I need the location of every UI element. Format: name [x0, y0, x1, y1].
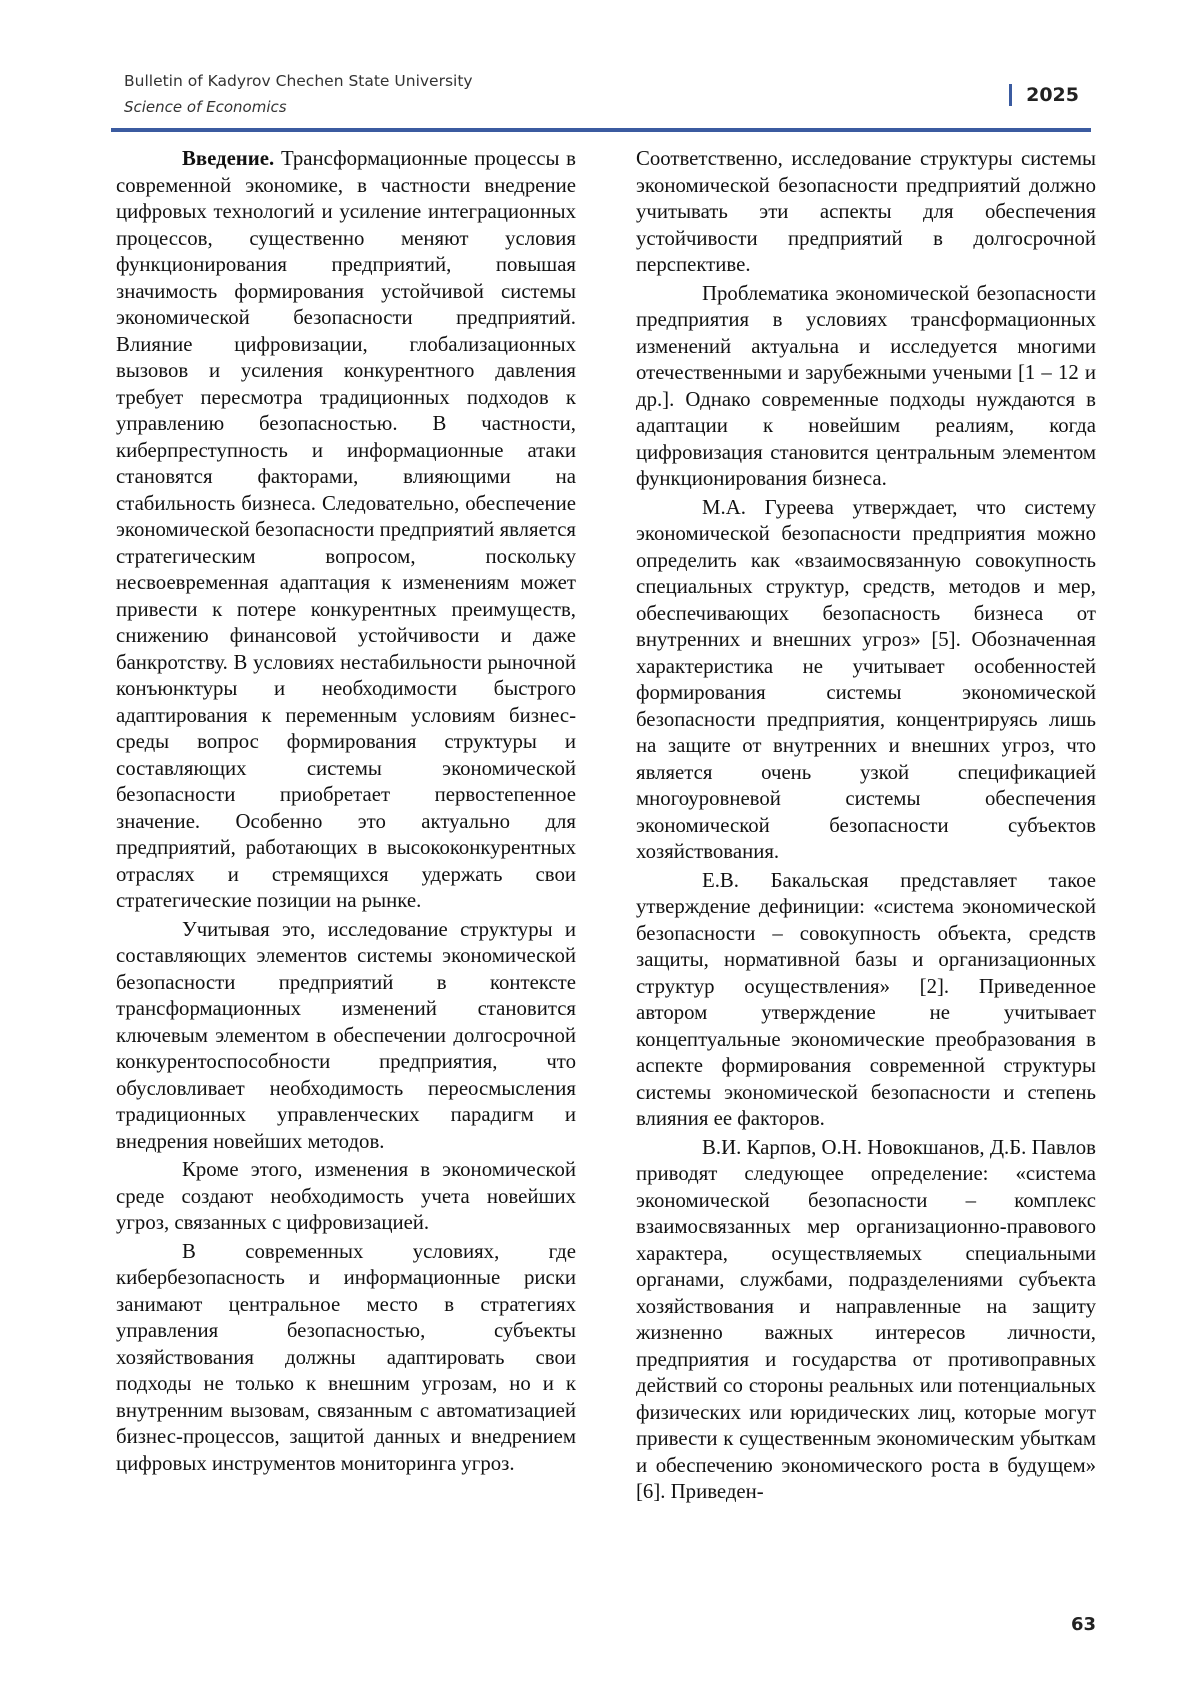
- left-paragraph-3: Кроме этого, изменения в экономической среде создают необходимость учета новейших угроз, связанных с цифровизацией.: [116, 1158, 576, 1234]
- publication-year: 2025: [1026, 84, 1079, 106]
- right-column: [636, 146, 1096, 1506]
- left-paragraph-4: В современных условиях, где кибербезопасность и информационные риски занимают центральное место в стратегиях управления безопасностью, субъекты хозяйствования должны адаптировать свои подходы не только к внешним угрозам, но и к внутренним вызовам, связанным с автоматизацией бизнес-процессов, защитой данных и внедрением цифровых инструментов мониторинга угроз.: [116, 1239, 576, 1475]
- right-paragraph-2: Проблематика экономической безопасности предприятия в условиях трансформационных изменений актуальна и исследуется многими отечественными и зарубежными учеными [1 – 12 и др.]. Однако современные подходы нуждаются в адаптации к новейшим реалиям, когда цифровизация становится центральным элементом функционирования бизнеса.: [636, 281, 1096, 490]
- journal-title: Bulletin of Kadyrov Chechen State University: [124, 72, 473, 90]
- left-column: [116, 146, 576, 1477]
- header-rule: [111, 128, 1091, 132]
- left-paragraph-2: Учитывая это, исследование структуры и составляющих элементов системы экономической безопасности предприятий в контексте трансформационных изменений становится ключевым элементом в обеспечении долгосрочной конкурентоспособности предприятия, что обусловливает необходимость переосмысления традиционных управленческих парадигм и внедрения новейших методов.: [116, 917, 576, 1153]
- page-number: 63: [1070, 1614, 1096, 1635]
- right-paragraph-5: В.И. Карпов, О.Н. Новокшанов, Д.Б. Павлов приводят следующее определение: «система экономической безопасности – комплекс взаимосвязанных мер организационно-правового характера, осуществляемых специальными органами, службами, подразделениями субъекта хозяйствования и направленные на защиту жизненно важных интересов личности, предприятия и государства от противоправных действий со стороны реальных или потенциальных физических или юридических лиц, которые могут привести к существенным экономическим убыткам и обеспечению экономического роста в будущем» [6]. Приведен-: [636, 1135, 1096, 1503]
- right-paragraph-4: Е.В. Бакальская представляет такое утверждение дефиниции: «система экономической безопасности – совокупность объекта, средств защиты, нормативной базы и организационных структур осуществления» [2]. Приведенное автором утверждение не учитывает концептуальные экономические преобразования в аспекте формирования современной структуры системы экономической безопасности и степень влияния ее факторов.: [636, 868, 1096, 1130]
- intro-paragraph: [116, 146, 576, 915]
- right-paragraph-1: Соответственно, исследование структуры системы экономической безопасности предприятий должно учитывать эти аспекты для обеспечения устойчивости предприятий в долгосрочной перспективе.: [636, 147, 1096, 276]
- right-paragraph-3: М.А. Гуреева утверждает, что систему экономической безопасности предприятия можно определить как «взаимосвязанную совокупность специальных структур, средств, методов и мер, обеспечивающих безопасность бизнеса от внутренних и внешних угроз» [5]. Обозначенная характеристика не учитывает особенностей формирования системы экономической безопасности предприятия, концентрируясь лишь на защите от внутренних и внешних угроз, что является очень узкой спецификацией многоуровневой системы обеспечения экономической безопасности субъектов хозяйствования.: [636, 495, 1096, 863]
- year-divider: [1009, 84, 1012, 106]
- year-block: [1009, 84, 1079, 106]
- journal-subtitle: Science of Economics: [124, 98, 287, 116]
- intro-heading: Введение.: [182, 147, 275, 170]
- intro-text: Трансформационные процессы в современной экономике, в частности внедрение цифровых технологий и усиление интеграционных процессов, существенно меняют условия функционирования предприятий, повышая значимость формирования устойчивой системы экономической безопасности предприятий. Влияние цифровизации, глобализационных вызовов и усиления конкурентного давления требует пересмотра традиционных подходов к управлению безопасностью. В частности, киберпреступность и информационные атаки становятся факторами, влияющими на стабильность бизнеса. Следовательно, обеспечение экономической безопасности предприятий является стратегическим вопросом, поскольку несвоевременная адаптация к изменениям может привести к потере конкурентных преимуществ, снижению финансовой устойчивости и даже банкротству. В условиях нестабильности рыночной конъюнктуры и необходимости быстрого адаптирования к переменным условиям бизнес-среды вопрос формирования структуры и составляющих системы экономической безопасности приобретает первостепенное значение. Особенно это актуально для предприятий, работающих в высококонкурентных отраслях и стремящихся удержать свои стратегические позиции на рынке.: [116, 147, 576, 912]
